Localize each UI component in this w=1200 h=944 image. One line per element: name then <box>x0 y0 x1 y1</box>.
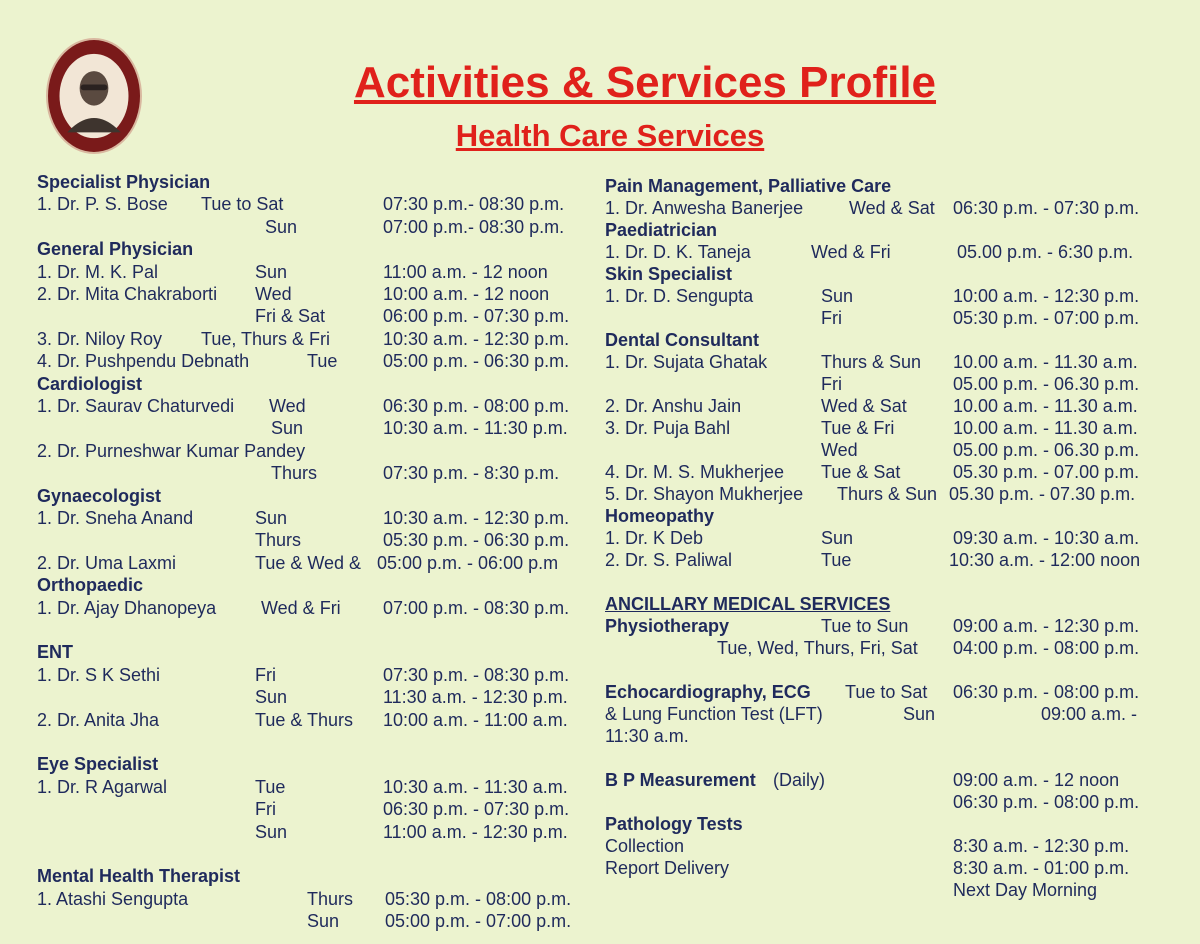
schedule-cell: Tue <box>821 550 852 570</box>
section-heading: Pain Management, Palliative Care <box>605 176 892 196</box>
schedule-cell: Thurs & Sun <box>837 484 938 504</box>
schedule-cell: 06:30 p.m. - 07:30 p.m. <box>383 799 570 820</box>
schedule-cell: 11:30 a.m. - 12:30 p.m. <box>383 687 568 708</box>
section-heading: Paediatrician <box>605 220 718 240</box>
schedule-cell: 11:00 a.m. - 12 noon <box>383 261 548 282</box>
schedule-cell: 10:00 a.m. - 12:30 p.m. <box>953 286 1140 306</box>
schedule-cell: 8:30 a.m. - 12:30 p.m. <box>953 836 1130 856</box>
schedule-cell: 10:30 a.m. - 12:00 noon <box>949 550 1141 570</box>
schedule-cell: 05:30 p.m. - 07:00 p.m. <box>953 308 1140 328</box>
schedule-cell: 10:30 a.m. - 11:30 p.m. <box>383 418 568 439</box>
schedule-cell: Tue, Thurs & Fri <box>201 328 331 349</box>
schedule-cell: 2. Dr. Uma Laxmi <box>37 552 177 573</box>
schedule-cell: 06:30 p.m. - 07:30 p.m. <box>953 198 1140 218</box>
schedule-cell: 1. Dr. D. Sengupta <box>605 286 754 306</box>
schedule-cell: 05.30 p.m. - 07.00 p.m. <box>953 462 1140 482</box>
schedule-cell: Sun <box>903 704 936 724</box>
schedule-cell: 2. Dr. Anita Jha <box>37 709 160 730</box>
schedule-cell: Sun <box>821 286 854 306</box>
schedule-cell: 10:30 a.m. - 12:30 p.m. <box>383 328 570 349</box>
schedule-cell: 05:00 p.m. - 07:00 p.m. <box>385 911 572 932</box>
schedule-cell: 11:00 a.m. - 12:30 p.m. <box>383 821 568 842</box>
schedule-cell: 2. Dr. Purneshwar Kumar Pandey <box>37 440 306 461</box>
page-subtitle: Health Care Services <box>455 118 765 153</box>
schedule-cell: 10:30 a.m. - 11:30 a.m. <box>383 776 568 797</box>
schedule-cell: 10:00 a.m. - 12 noon <box>383 284 550 304</box>
schedule-cell: Fri <box>821 308 842 328</box>
schedule-cell: Sun <box>265 216 298 237</box>
section-heading: ENT <box>37 642 73 663</box>
page-title: Activities & Services Profile <box>353 58 937 107</box>
section-heading: Echocardiography, ECG <box>605 682 811 702</box>
schedule-cell: 10.00 a.m. - 11.30 a.m. <box>953 352 1138 372</box>
schedule-cell: 10.00 a.m. - 11.30 a.m. <box>953 396 1138 416</box>
section-heading: Skin Specialist <box>605 264 733 284</box>
schedule-cell: Collection <box>605 836 685 856</box>
schedule-cell: 8:30 a.m. - 01:00 p.m. <box>953 858 1130 878</box>
section-heading: Physiotherapy <box>605 616 730 636</box>
schedule-cell: Tue to Sat <box>845 682 928 702</box>
schedule-cell: 4. Dr. M. S. Mukherjee <box>605 462 785 482</box>
schedule-cell: Thurs <box>255 530 302 551</box>
schedule-cell: 11:30 a.m. <box>605 726 689 746</box>
schedule-cell: 1. Dr. M. K. Pal <box>37 261 159 282</box>
schedule-cell: 05:30 p.m. - 08:00 p.m. <box>385 888 572 909</box>
schedule-cell: Wed & Fri <box>261 597 341 618</box>
schedule-cell: Sun <box>255 821 288 842</box>
section-heading: Homeopathy <box>605 506 715 526</box>
schedule-cell: Fri <box>255 799 276 820</box>
schedule-cell: 09:00 a.m. - <box>1041 704 1138 724</box>
schedule-cell: 10:30 a.m. - 12:30 p.m. <box>383 508 570 528</box>
schedule-cell: Fri <box>255 664 276 685</box>
schedule-cell: Tue to Sat <box>201 194 284 215</box>
schedule-cell: 1. Dr. K Deb <box>605 528 704 548</box>
schedule-cell: 07:30 p.m.- 08:30 p.m. <box>383 194 565 215</box>
schedule-cell: 06:00 p.m. - 07:30 p.m. <box>383 306 570 327</box>
schedule-cell: Report Delivery <box>605 858 730 878</box>
schedule-cell: Wed <box>821 440 858 460</box>
schedule-cell: 3. Dr. Niloy Roy <box>37 328 163 349</box>
schedule-cell: Sun <box>821 528 854 548</box>
schedule-cell: & Lung Function Test (LFT) <box>605 704 823 724</box>
schedule-cell: Tue & Thurs <box>255 709 354 730</box>
schedule-cell: 1. Dr. D. K. Taneja <box>605 242 751 262</box>
schedule-cell: Wed & Sat <box>849 198 935 218</box>
section-heading: Mental Health Therapist <box>37 866 241 887</box>
schedule-cell: Sun <box>271 418 304 439</box>
schedule-cell: Tue, Wed, Thurs, Fri, Sat <box>717 638 918 658</box>
schedule-cell: (Daily) <box>773 770 825 790</box>
schedule-cell: 06:30 p.m. - 08:00 p.m. <box>953 682 1140 702</box>
schedule-cell: 07:00 p.m.- 08:30 p.m. <box>383 216 565 237</box>
schedule-cell: Tue to Sun <box>821 616 909 636</box>
section-heading: Gynaecologist <box>37 485 162 506</box>
section-heading: Cardiologist <box>37 373 143 394</box>
section-heading: General Physician <box>37 239 194 260</box>
section-heading: B P Measurement <box>605 770 756 790</box>
schedule-cell: Sun <box>255 508 288 528</box>
schedule-cell: Wed & Sat <box>821 396 907 416</box>
schedule-cell: Thurs <box>271 463 318 484</box>
schedule-cell: 1. Dr. S K Sethi <box>37 664 161 685</box>
schedule-cell: Wed & Fri <box>811 242 891 262</box>
schedule-cell: Fri <box>821 374 842 394</box>
schedule-cell: 2. Dr. S. Paliwal <box>605 550 733 570</box>
section-heading: Orthopaedic <box>37 575 144 596</box>
schedule-cell: 1. Dr. Ajay Dhanopeya <box>37 597 217 618</box>
schedule-cell: 5. Dr. Shayon Mukherjee <box>605 484 804 504</box>
schedule-cell: 4. Dr. Pushpendu Debnath <box>37 351 250 372</box>
schedule-cell: 1. Dr. Sujata Ghatak <box>605 352 768 372</box>
schedule-cell: Fri & Sat <box>255 306 326 327</box>
schedule-cell: 07:00 p.m. - 08:30 p.m. <box>383 597 570 618</box>
schedule-cell: 10:00 a.m. - 11:00 a.m. <box>383 709 568 730</box>
section-heading: Specialist Physician <box>37 172 211 192</box>
schedule-cell: Thurs <box>307 888 354 909</box>
schedule-cell: 07:30 p.m. - 8:30 p.m. <box>383 463 560 484</box>
schedule-cell: 09:00 a.m. - 12:30 p.m. <box>953 616 1140 636</box>
schedule-cell: 05.00 p.m. - 06.30 p.m. <box>953 374 1140 394</box>
schedule-cell: 1. Dr. P. S. Bose <box>37 194 168 215</box>
schedule-cell: 1. Dr. Anwesha Banerjee <box>605 198 804 218</box>
section-heading: Dental Consultant <box>605 330 760 350</box>
schedule-cell: Tue & Fri <box>821 418 895 438</box>
schedule-cell: 1. Dr. Saurav Chaturvedi <box>37 396 235 416</box>
section-heading: Eye Specialist <box>37 754 159 775</box>
schedule-cell: Tue <box>255 776 286 797</box>
schedule-cell: Wed <box>269 396 306 416</box>
section-heading: Pathology Tests <box>605 814 743 834</box>
schedule-cell: 06:30 p.m. - 08:00 p.m. <box>953 792 1140 812</box>
schedule-cell: 05.30 p.m. - 07.30 p.m. <box>949 484 1136 504</box>
schedule-cell: Sun <box>255 687 288 708</box>
schedule-cell: 10.00 a.m. - 11.30 a.m. <box>953 418 1138 438</box>
section-heading: ANCILLARY MEDICAL SERVICES <box>605 594 891 614</box>
schedule-cell: 1. Atashi Sengupta <box>37 888 189 909</box>
schedule-cell: 1. Dr. R Agarwal <box>37 776 168 797</box>
schedule-cell: 05:00 p.m. - 06:00 p.m <box>377 552 559 573</box>
schedule-cell: 06:30 p.m. - 08:00 p.m. <box>383 396 570 416</box>
schedule-cell: 05.00 p.m. - 6:30 p.m. <box>957 242 1134 262</box>
schedule-cell: 2. Dr. Anshu Jain <box>605 396 742 416</box>
schedule-cell: Tue & Sat <box>821 462 901 482</box>
schedule-cell: Tue & Wed & <box>255 552 362 573</box>
schedule-cell: 07:30 p.m. - 08:30 p.m. <box>383 664 570 685</box>
schedule-cell: Sun <box>307 911 340 932</box>
schedule-cell: 04:00 p.m. - 08:00 p.m. <box>953 638 1140 658</box>
schedule-cell: 05.00 p.m. - 06.30 p.m. <box>953 440 1140 460</box>
schedule-cell: 09:30 a.m. - 10:30 a.m. <box>953 528 1140 548</box>
schedule-cell: Tue <box>307 351 338 372</box>
schedule-cell: Wed <box>255 284 292 304</box>
schedule-cell: 3. Dr. Puja Bahl <box>605 418 731 438</box>
schedule-cell: Sun <box>255 261 288 282</box>
schedule-cell: Thurs & Sun <box>821 352 922 372</box>
schedule-cell: 2. Dr. Mita Chakraborti <box>37 284 218 304</box>
schedule-cell: Next Day Morning <box>953 880 1098 900</box>
schedule-cell: 1. Dr. Sneha Anand <box>37 508 194 528</box>
schedule-cell: 05:30 p.m. - 06:30 p.m. <box>383 530 570 551</box>
schedule-cell: 05:00 p.m. - 06:30 p.m. <box>383 351 570 372</box>
schedule-cell: 09:00 a.m. - 12 noon <box>953 770 1120 790</box>
